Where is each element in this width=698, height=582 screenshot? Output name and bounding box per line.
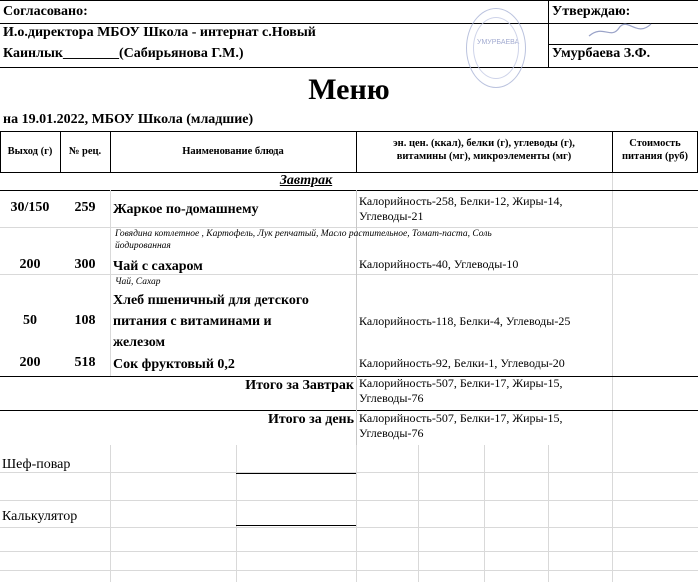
col-header-recipe: № рец. bbox=[68, 146, 102, 157]
section-breakfast: Завтрак bbox=[279, 173, 333, 188]
grid-line bbox=[110, 445, 111, 582]
grid-line bbox=[484, 445, 485, 582]
border bbox=[0, 410, 698, 411]
col-header-cost: Стоимость питания (руб) bbox=[621, 138, 689, 162]
calculator-label: Калькулятор bbox=[2, 509, 78, 524]
item-nutrition: Калорийность-258, Белки-12, Жиры-14, Углеводы-21 bbox=[359, 194, 563, 223]
item-recipe: 518 bbox=[74, 355, 96, 370]
item-output: 200 bbox=[19, 257, 41, 272]
item-recipe: 259 bbox=[74, 200, 96, 215]
item-name: Хлеб пшеничный для детского питания с витаминами и железом bbox=[113, 293, 309, 350]
item-ingredients: Говядина котлетное , Картофель, Лук репчатый, Масло растительное, Томат-паста, Соль йодированная bbox=[115, 229, 492, 251]
agreed-position: И.о.директора МБОУ Школа - интернат с.Новый bbox=[3, 25, 316, 40]
item-ingredients: Чай, Сахар bbox=[115, 277, 161, 287]
grid-line bbox=[548, 445, 549, 582]
border bbox=[0, 131, 698, 132]
menu-date-school: на 19.01.2022, МБОУ Школа (младшие) bbox=[3, 112, 254, 127]
chef-signature-line bbox=[236, 473, 356, 474]
page-title: Меню bbox=[308, 73, 390, 106]
item-nutrition: Калорийность-40, Углеводы-10 bbox=[359, 257, 519, 271]
border bbox=[0, 0, 698, 1]
total-day-label: Итого за день bbox=[268, 412, 354, 427]
item-name: Жаркое по-домашнему bbox=[113, 202, 259, 217]
border bbox=[0, 190, 698, 191]
col-header-nutrition: эн. цен. (ккал), белки (г), углеводы (г), витамины (мг), микроэлементы (мг) bbox=[393, 138, 575, 162]
grid-line bbox=[356, 445, 357, 582]
grid-line bbox=[0, 274, 698, 275]
item-nutrition: Калорийность-118, Белки-4, Углеводы-25 bbox=[359, 314, 571, 328]
item-nutrition: Калорийность-92, Белки-1, Углеводы-20 bbox=[359, 356, 565, 370]
border bbox=[548, 44, 698, 45]
grid-line bbox=[612, 445, 613, 582]
grid-line bbox=[0, 551, 698, 552]
item-name: Сок фруктовый 0,2 bbox=[113, 357, 235, 372]
agreed-label: Согласовано: bbox=[3, 4, 88, 19]
signature-scribble bbox=[585, 18, 655, 44]
item-recipe: 300 bbox=[74, 257, 96, 272]
item-output: 30/150 bbox=[10, 200, 50, 215]
border bbox=[548, 0, 549, 67]
grid-line bbox=[0, 500, 698, 501]
total-breakfast-label: Итого за Завтрак bbox=[245, 378, 354, 393]
item-name: Чай с сахаром bbox=[113, 259, 203, 274]
total-breakfast-nutrition: Калорийность-507, Белки-17, Жиры-15, Углеводы-76 bbox=[359, 376, 563, 405]
border bbox=[0, 67, 698, 68]
grid-line bbox=[0, 570, 698, 571]
chef-label: Шеф-повар bbox=[2, 457, 71, 472]
item-output: 50 bbox=[23, 313, 37, 328]
grid-line bbox=[418, 445, 419, 582]
grid-line bbox=[110, 190, 111, 376]
grid-line bbox=[612, 165, 613, 445]
item-recipe: 108 bbox=[74, 313, 96, 328]
grid-line bbox=[236, 445, 237, 582]
calculator-signature-line bbox=[236, 525, 356, 526]
total-day-nutrition: Калорийность-507, Белки-17, Жиры-15, Углеводы-76 bbox=[359, 411, 563, 440]
col-header-output: Выход (г) bbox=[7, 146, 53, 157]
grid-line bbox=[0, 527, 698, 528]
approve-label: Утверждаю: bbox=[552, 4, 631, 19]
border bbox=[0, 376, 698, 377]
item-output: 200 bbox=[19, 355, 41, 370]
col-header-dish: Наименование блюда bbox=[182, 146, 284, 157]
seal-stamp: УМУРБАЕВА bbox=[466, 8, 526, 88]
approve-name: Умурбаева З.Ф. bbox=[552, 46, 651, 61]
agreed-signatory: Каинлык________(Сабирьянова Г.М.) bbox=[3, 46, 244, 61]
